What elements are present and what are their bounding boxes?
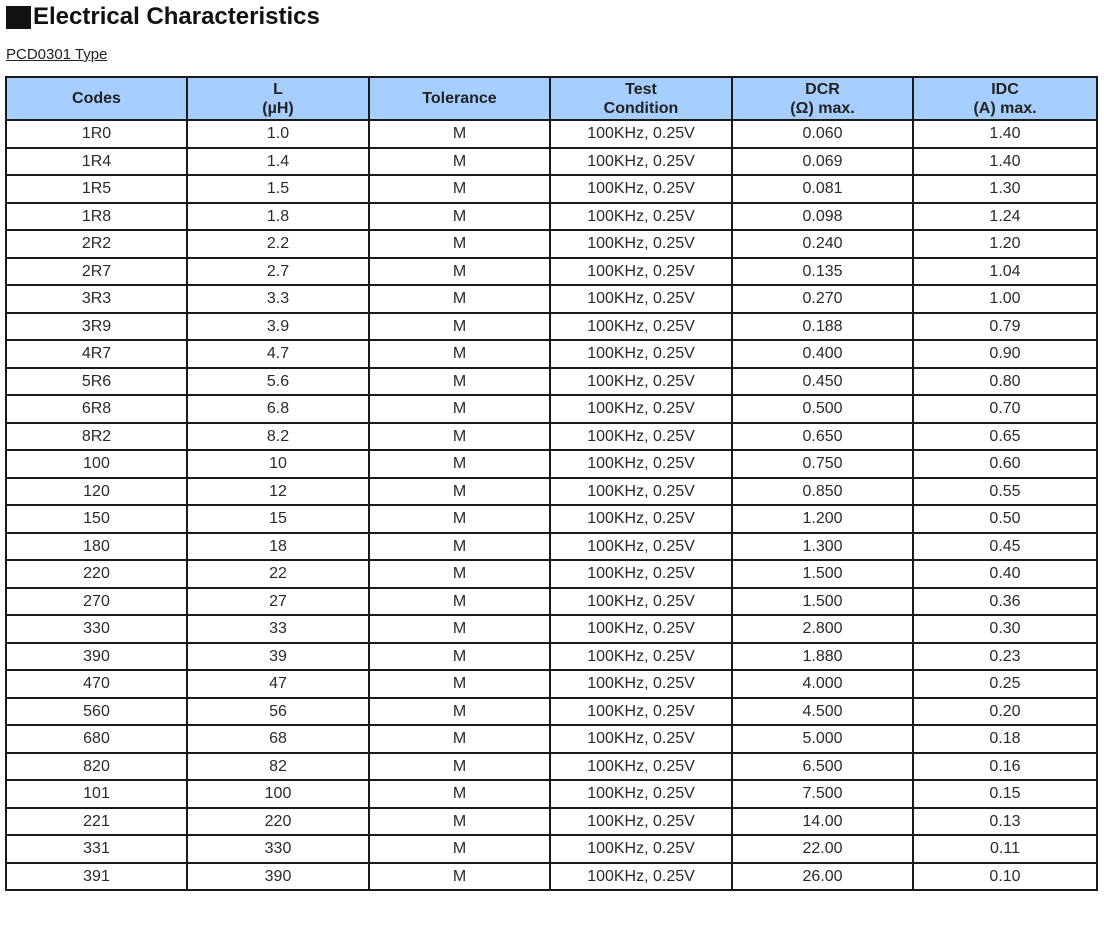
cell-inductance: 1.0: [187, 120, 369, 148]
cell-tolerance: M: [369, 643, 550, 670]
cell-test-condition: 100KHz, 0.25V: [550, 588, 732, 615]
cell-idc: 0.18: [913, 725, 1097, 753]
cell-tolerance: M: [369, 285, 550, 313]
cell-tolerance: M: [369, 863, 550, 890]
cell-tolerance: M: [369, 230, 550, 258]
header-idc: [913, 77, 1097, 120]
cell-code: 331: [6, 835, 187, 863]
cell-inductance: 15: [187, 505, 369, 533]
cell-tolerance: M: [369, 313, 550, 340]
cell-dcr: 0.069: [732, 148, 913, 175]
cell-dcr: 14.00: [732, 808, 913, 835]
table-row: [6, 753, 1097, 780]
cell-idc: 1.24: [913, 203, 1097, 230]
header-test-condition-line1: Test: [625, 80, 657, 98]
table-row: [6, 450, 1097, 478]
cell-idc: 0.45: [913, 533, 1097, 560]
cell-tolerance: M: [369, 698, 550, 725]
table-row: [6, 395, 1097, 423]
cell-inductance: 100: [187, 780, 369, 808]
cell-test-condition: 100KHz, 0.25V: [550, 285, 732, 313]
cell-inductance: 22: [187, 560, 369, 588]
table-row: [6, 780, 1097, 808]
cell-dcr: 0.650: [732, 423, 913, 450]
cell-dcr: 1.200: [732, 505, 913, 533]
cell-tolerance: M: [369, 725, 550, 753]
cell-code: 391: [6, 863, 187, 890]
cell-tolerance: M: [369, 780, 550, 808]
square-bullet-icon: [6, 6, 31, 29]
table-row: [6, 643, 1097, 670]
table-header-row: [6, 77, 1097, 120]
cell-code: 270: [6, 588, 187, 615]
cell-code: 3R3: [6, 285, 187, 313]
cell-idc: 0.23: [913, 643, 1097, 670]
cell-idc: 0.50: [913, 505, 1097, 533]
cell-code: 6R8: [6, 395, 187, 423]
table-body: [6, 120, 1097, 890]
cell-test-condition: 100KHz, 0.25V: [550, 560, 732, 588]
cell-idc: 0.13: [913, 808, 1097, 835]
table-row: [6, 203, 1097, 230]
table-row: [6, 313, 1097, 340]
cell-dcr: 0.750: [732, 450, 913, 478]
cell-tolerance: M: [369, 753, 550, 780]
cell-inductance: 4.7: [187, 340, 369, 368]
header-test-condition: [550, 77, 732, 120]
cell-dcr: 0.135: [732, 258, 913, 285]
cell-tolerance: M: [369, 423, 550, 450]
table-row: [6, 230, 1097, 258]
cell-inductance: 5.6: [187, 368, 369, 395]
cell-test-condition: 100KHz, 0.25V: [550, 148, 732, 175]
table-row: [6, 340, 1097, 368]
table-row: [6, 863, 1097, 890]
table-row: [6, 533, 1097, 560]
cell-test-condition: 100KHz, 0.25V: [550, 230, 732, 258]
cell-code: 820: [6, 753, 187, 780]
cell-code: 560: [6, 698, 187, 725]
cell-inductance: 3.3: [187, 285, 369, 313]
cell-test-condition: 100KHz, 0.25V: [550, 725, 732, 753]
table-row: [6, 835, 1097, 863]
cell-inductance: 1.8: [187, 203, 369, 230]
table-row: [6, 725, 1097, 753]
cell-code: 2R2: [6, 230, 187, 258]
header-codes: [6, 77, 187, 120]
table-row: [6, 285, 1097, 313]
cell-dcr: 0.188: [732, 313, 913, 340]
cell-inductance: 2.7: [187, 258, 369, 285]
cell-dcr: 7.500: [732, 780, 913, 808]
type-subtitle-link[interactable]: PCD0301 Type: [6, 46, 108, 63]
cell-inductance: 68: [187, 725, 369, 753]
cell-inductance: 2.2: [187, 230, 369, 258]
cell-code: 120: [6, 478, 187, 505]
cell-tolerance: M: [369, 615, 550, 643]
cell-inductance: 390: [187, 863, 369, 890]
cell-tolerance: M: [369, 148, 550, 175]
cell-inductance: 8.2: [187, 423, 369, 450]
header-test-condition-line2: Condition: [603, 99, 679, 117]
cell-dcr: 1.880: [732, 643, 913, 670]
cell-tolerance: M: [369, 808, 550, 835]
cell-dcr: 0.060: [732, 120, 913, 148]
cell-idc: 0.90: [913, 340, 1097, 368]
header-inductance-unit: (µH): [262, 99, 294, 117]
header-codes-label: Codes: [72, 90, 121, 107]
header-dcr: [732, 77, 913, 120]
cell-idc: 0.40: [913, 560, 1097, 588]
cell-code: 1R8: [6, 203, 187, 230]
cell-idc: 0.10: [913, 863, 1097, 890]
header-dcr-unit: (Ω) max.: [790, 99, 855, 117]
cell-tolerance: M: [369, 175, 550, 203]
cell-code: 680: [6, 725, 187, 753]
header-inductance-label: L: [273, 80, 283, 98]
cell-dcr: 5.000: [732, 725, 913, 753]
cell-code: 470: [6, 670, 187, 698]
table-row: [6, 615, 1097, 643]
cell-idc: 1.20: [913, 230, 1097, 258]
cell-tolerance: M: [369, 120, 550, 148]
cell-dcr: 0.098: [732, 203, 913, 230]
cell-test-condition: 100KHz, 0.25V: [550, 835, 732, 863]
cell-dcr: 0.240: [732, 230, 913, 258]
cell-dcr: 0.450: [732, 368, 913, 395]
header-dcr-label: DCR: [805, 80, 840, 98]
cell-tolerance: M: [369, 533, 550, 560]
cell-inductance: 18: [187, 533, 369, 560]
cell-tolerance: M: [369, 203, 550, 230]
header-tolerance: [369, 77, 550, 120]
cell-test-condition: 100KHz, 0.25V: [550, 120, 732, 148]
cell-idc: 1.40: [913, 148, 1097, 175]
table-row: [6, 423, 1097, 450]
cell-inductance: 330: [187, 835, 369, 863]
cell-code: 180: [6, 533, 187, 560]
page-title-text: Electrical Characteristics: [33, 3, 320, 30]
cell-inductance: 220: [187, 808, 369, 835]
cell-test-condition: 100KHz, 0.25V: [550, 395, 732, 423]
cell-dcr: 2.800: [732, 615, 913, 643]
cell-code: 330: [6, 615, 187, 643]
cell-inductance: 39: [187, 643, 369, 670]
cell-tolerance: M: [369, 450, 550, 478]
cell-tolerance: M: [369, 835, 550, 863]
cell-dcr: 0.850: [732, 478, 913, 505]
cell-code: 221: [6, 808, 187, 835]
cell-idc: 0.55: [913, 478, 1097, 505]
cell-test-condition: 100KHz, 0.25V: [550, 670, 732, 698]
cell-dcr: 1.500: [732, 560, 913, 588]
cell-idc: 0.80: [913, 368, 1097, 395]
header-tolerance-label: Tolerance: [422, 90, 497, 107]
cell-test-condition: 100KHz, 0.25V: [550, 478, 732, 505]
cell-tolerance: M: [369, 478, 550, 505]
cell-inductance: 12: [187, 478, 369, 505]
cell-test-condition: 100KHz, 0.25V: [550, 340, 732, 368]
table-row: [6, 808, 1097, 835]
cell-idc: 0.11: [913, 835, 1097, 863]
cell-idc: 0.20: [913, 698, 1097, 725]
cell-dcr: 1.300: [732, 533, 913, 560]
cell-idc: 0.25: [913, 670, 1097, 698]
cell-tolerance: M: [369, 340, 550, 368]
cell-code: 1R5: [6, 175, 187, 203]
cell-test-condition: 100KHz, 0.25V: [550, 423, 732, 450]
cell-test-condition: 100KHz, 0.25V: [550, 615, 732, 643]
cell-test-condition: 100KHz, 0.25V: [550, 313, 732, 340]
table-row: [6, 505, 1097, 533]
cell-code: 3R9: [6, 313, 187, 340]
cell-test-condition: 100KHz, 0.25V: [550, 175, 732, 203]
cell-code: 5R6: [6, 368, 187, 395]
cell-code: 4R7: [6, 340, 187, 368]
cell-inductance: 56: [187, 698, 369, 725]
table-row: [6, 560, 1097, 588]
cell-inductance: 1.5: [187, 175, 369, 203]
page-title: [6, 2, 320, 32]
cell-code: 100: [6, 450, 187, 478]
cell-test-condition: 100KHz, 0.25V: [550, 808, 732, 835]
cell-tolerance: M: [369, 505, 550, 533]
cell-code: 220: [6, 560, 187, 588]
cell-dcr: 0.400: [732, 340, 913, 368]
cell-tolerance: M: [369, 670, 550, 698]
cell-inductance: 1.4: [187, 148, 369, 175]
cell-dcr: 4.000: [732, 670, 913, 698]
cell-test-condition: 100KHz, 0.25V: [550, 368, 732, 395]
table-row: [6, 368, 1097, 395]
cell-idc: 1.04: [913, 258, 1097, 285]
cell-test-condition: 100KHz, 0.25V: [550, 258, 732, 285]
cell-tolerance: M: [369, 588, 550, 615]
table-row: [6, 588, 1097, 615]
cell-dcr: 6.500: [732, 753, 913, 780]
cell-dcr: 0.500: [732, 395, 913, 423]
cell-test-condition: 100KHz, 0.25V: [550, 450, 732, 478]
cell-idc: 0.60: [913, 450, 1097, 478]
cell-code: 101: [6, 780, 187, 808]
header-inductance: [187, 77, 369, 120]
cell-dcr: 26.00: [732, 863, 913, 890]
cell-test-condition: 100KHz, 0.25V: [550, 863, 732, 890]
cell-test-condition: 100KHz, 0.25V: [550, 505, 732, 533]
cell-idc: 0.36: [913, 588, 1097, 615]
table-row: [6, 175, 1097, 203]
cell-tolerance: M: [369, 258, 550, 285]
electrical-characteristics-table: [5, 76, 1098, 891]
cell-idc: 0.15: [913, 780, 1097, 808]
cell-dcr: 4.500: [732, 698, 913, 725]
table-row: [6, 478, 1097, 505]
cell-idc: 1.30: [913, 175, 1097, 203]
table-row: [6, 258, 1097, 285]
cell-dcr: 0.081: [732, 175, 913, 203]
cell-idc: 0.16: [913, 753, 1097, 780]
cell-dcr: 0.270: [732, 285, 913, 313]
cell-dcr: 22.00: [732, 835, 913, 863]
cell-tolerance: M: [369, 560, 550, 588]
cell-code: 2R7: [6, 258, 187, 285]
table-row: [6, 670, 1097, 698]
cell-test-condition: 100KHz, 0.25V: [550, 203, 732, 230]
cell-inductance: 47: [187, 670, 369, 698]
cell-test-condition: 100KHz, 0.25V: [550, 780, 732, 808]
table-row: [6, 698, 1097, 725]
cell-code: 390: [6, 643, 187, 670]
cell-code: 150: [6, 505, 187, 533]
cell-code: 1R0: [6, 120, 187, 148]
cell-idc: 0.70: [913, 395, 1097, 423]
cell-tolerance: M: [369, 368, 550, 395]
cell-inductance: 33: [187, 615, 369, 643]
cell-idc: 0.30: [913, 615, 1097, 643]
cell-inductance: 27: [187, 588, 369, 615]
cell-code: 1R4: [6, 148, 187, 175]
cell-code: 8R2: [6, 423, 187, 450]
cell-idc: 0.65: [913, 423, 1097, 450]
header-idc-label: IDC: [991, 80, 1019, 98]
table-row: [6, 148, 1097, 175]
cell-idc: 1.40: [913, 120, 1097, 148]
cell-inductance: 82: [187, 753, 369, 780]
cell-inductance: 10: [187, 450, 369, 478]
cell-test-condition: 100KHz, 0.25V: [550, 753, 732, 780]
cell-inductance: 3.9: [187, 313, 369, 340]
cell-test-condition: 100KHz, 0.25V: [550, 643, 732, 670]
cell-test-condition: 100KHz, 0.25V: [550, 533, 732, 560]
table-row: [6, 120, 1097, 148]
cell-inductance: 6.8: [187, 395, 369, 423]
header-idc-unit: (A) max.: [973, 99, 1037, 117]
cell-idc: 1.00: [913, 285, 1097, 313]
cell-idc: 0.79: [913, 313, 1097, 340]
cell-dcr: 1.500: [732, 588, 913, 615]
cell-tolerance: M: [369, 395, 550, 423]
cell-test-condition: 100KHz, 0.25V: [550, 698, 732, 725]
